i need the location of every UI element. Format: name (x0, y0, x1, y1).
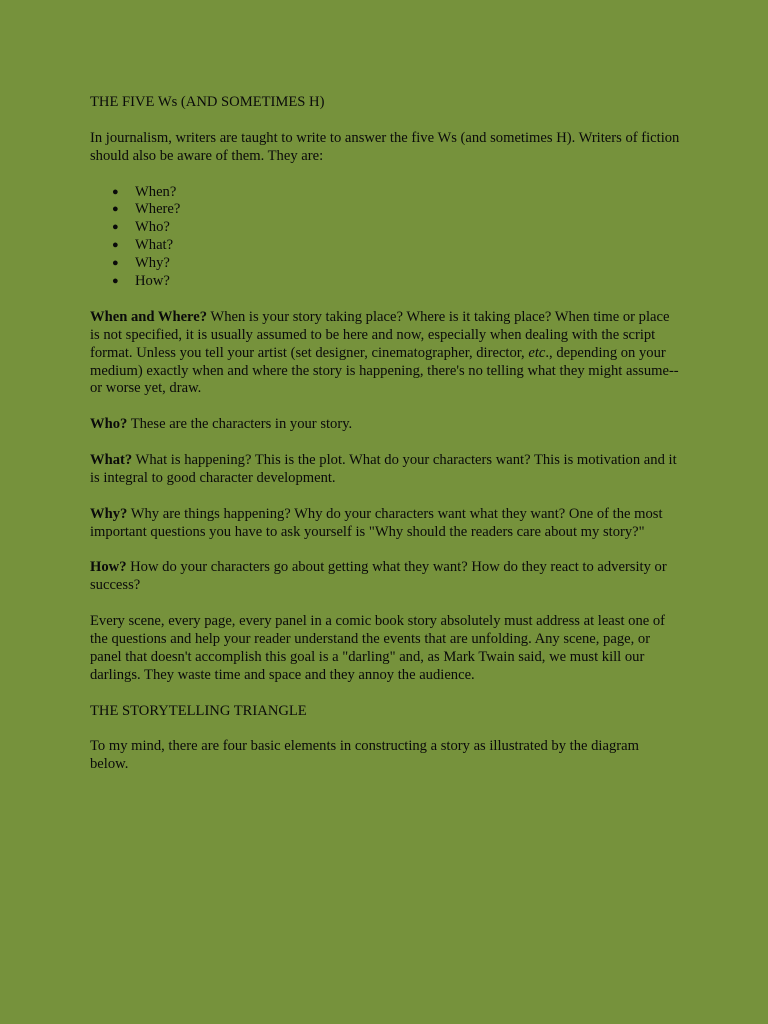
list-item: ● Why? (112, 255, 170, 272)
who-paragraph: Who? These are the characters in your story. (90, 416, 353, 433)
list-item: ● Who? (112, 219, 170, 236)
list-item: ● What? (112, 237, 174, 254)
intro-paragraph: In journalism, writers are taught to write to answer the five Ws (and sometimes H). Writers of fiction should also be aware of them. They are: (90, 129, 680, 164)
why-label: Why? (90, 505, 128, 522)
who-label: Who? (90, 416, 128, 433)
how-paragraph: How? How do your characters go about getting what they want? How do they react to adversity or success? (90, 559, 667, 594)
document-page (90, 94, 680, 792)
what-paragraph: What? What is happening? This is the plot. What do your characters want? This is motivation and it is integral to good character development. (90, 452, 677, 486)
what-label: What? (90, 452, 133, 469)
bullet-icon: ● (112, 257, 119, 270)
bullet-icon: ● (112, 239, 119, 252)
every-scene-paragraph: Every scene, every page, every panel in a comic book story absolutely must address at least one of the questions and help your reader understand the events that are unfolding. Any scene, page, or panel that doesn't accomplish this goal is a "darling" and, as Mark Twain said, we must kill our darlings. They waste time and space and they annoy the audience. (90, 613, 666, 683)
when-where-label: When and Where? (90, 308, 208, 325)
etc-italic: etc (528, 344, 546, 361)
bullet-icon: ● (112, 203, 119, 216)
when-where-paragraph: When and Where? When is your story taking place? Where is it taking place? When time or place is not specified, it is usually assumed to be here and now, especially when dealing with the script format. Unless you tell your artist (set designer, cinematographer, director, etc., depending on your medium) exactly when and where the story is happening, there's no telling what they might assume--or worse yet, draw. (90, 308, 679, 397)
closing-paragraph: To my mind, there are four basic elements in constructing a story as illustrated by the diagram below. (90, 738, 639, 773)
five-ws-list (90, 184, 680, 291)
section-heading-five-ws: THE FIVE Ws (AND SOMETIMES H) (90, 94, 325, 110)
bullet-icon: ● (112, 275, 119, 288)
bullet-icon: ● (112, 185, 119, 198)
list-item: ● When? (112, 183, 177, 200)
section-heading-storytelling-triangle: THE STORYTELLING TRIANGLE (90, 702, 307, 719)
how-label: How? (90, 559, 127, 576)
why-paragraph: Why? Why are things happening? Why do your characters want what they want? One of the most important questions you have to ask yourself is "Why should the readers care about my story?" (90, 505, 663, 540)
bullet-icon: ● (112, 221, 119, 234)
list-item: ● Where? (112, 201, 181, 218)
list-item: ● How? (112, 273, 170, 290)
